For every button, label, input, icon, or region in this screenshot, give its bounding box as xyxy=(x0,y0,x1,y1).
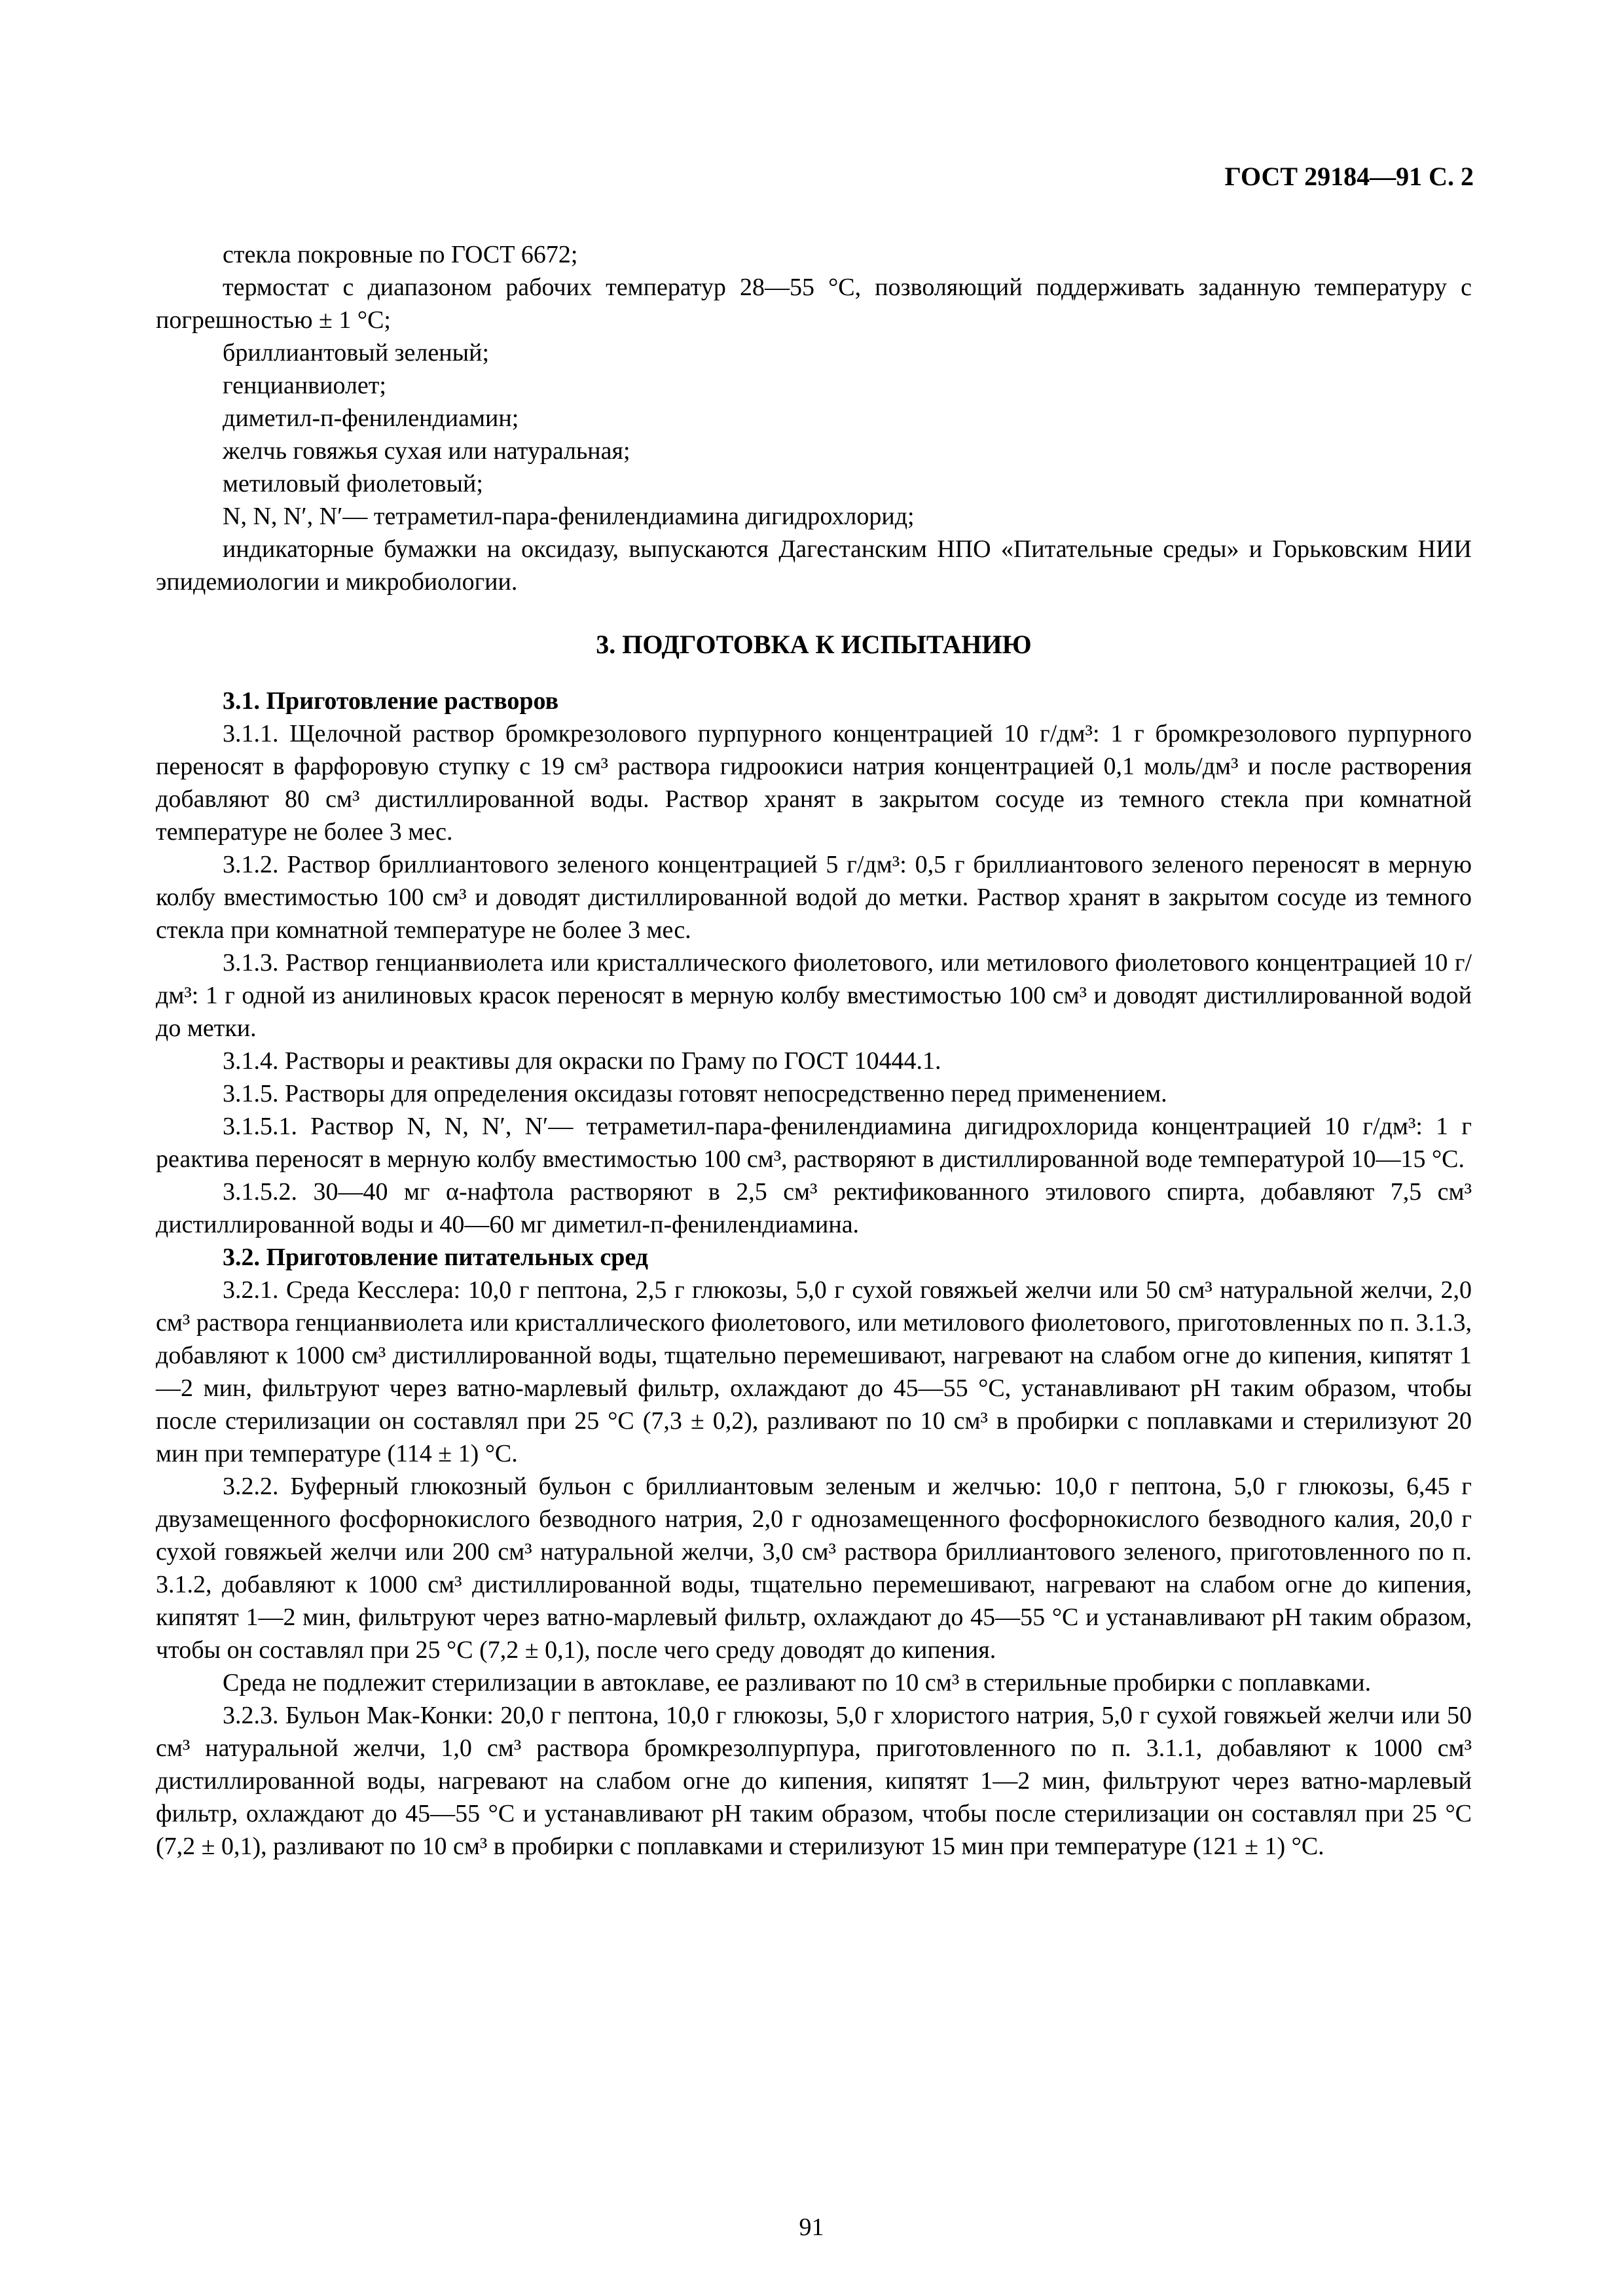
paragraph-3-1-1: 3.1.1. Щелочной раствор бромкрезолового пурпурного концентрацией 10 г/дм³: 1 г бромкрезолового пурпурного переносят в фарфоровую ступку с 19 см³ раствора гидроокиси натрия концентрацией 0,1 моль/дм³ и после растворения добавляют 80 см³ дистиллированной воды. Раствор хранят в закрытом сосуде из темного стекла при комнатной температуре не более 3 мес. xyxy=(156,720,1472,846)
list-item: термостат с диапазоном рабочих температур 28—55 °С, позволяющий поддерживать заданную температуру с погрешностью ± 1 °С; xyxy=(156,274,1472,334)
list-item: генцианвиолет; xyxy=(223,372,386,399)
page-number: 91 xyxy=(799,2214,824,2241)
list-item: стекла покровные по ГОСТ 6672; xyxy=(223,241,578,268)
paragraph-3-2-3: 3.2.3. Бульон Мак-Конки: 20,0 г пептона, 10,0 г глюкозы, 5,0 г хлористого натрия, 5,0 г сухой говяжьей желчи или 50 см³ натуральной желчи, 1,0 см³ раствора бромкрезолпурпура, приготовленного по п. 3.1.1, добавляют к 1000 см³ дистиллированной воды, нагревают на слабом огне до кипения, кипятят 1—2 мин, фильтруют через ватно-марлевый фильтр, охлаждают до 45—55 °С и устанавливают pH таким образом, чтобы после стерилизации он составлял при 25 °С (7,2 ± 0,1), разливают по 10 см³ в пробирки с поплавками и стерилизуют 15 мин при температуре (121 ± 1) °С. xyxy=(156,1702,1472,1860)
list-item: N, N, N′, N′— тетраметил-пара-фенилендиамина дигидрохлорид; xyxy=(223,503,915,530)
paragraph-3-2-1: 3.2.1. Среда Кесслера: 10,0 г пептона, 2,5 г глюкозы, 5,0 г сухой говяжьей желчи или 50 см³ натуральной желчи, 2,0 см³ раствора генцианвиолета или кристаллического фиолетового, или метилового фиолетового, приготовленных по п. 3.1.3, добавляют к 1000 см³ дистиллированной воды, тщательно перемешивают, нагревают на слабом огне до кипения, кипятят 1—2 мин, фильтруют через ватно-марлевый фильтр, охлаждают до 45—55 °С, устанавливают pH таким образом, чтобы после стерилизации он составлял при 25 °С (7,3 ± 0,2), разливают по 10 см³ в пробирки с поплавками и стерилизуют 20 мин при температуре (114 ± 1) °С. xyxy=(156,1276,1472,1467)
subsection-title: 3.2. Приготовление питательных сред xyxy=(223,1244,649,1271)
paragraph-3-1-5-1: 3.1.5.1. Раствор N, N, N′, N′— тетраметил-пара-фенилендиамина дигидрохлорида концентрацией 10 г/дм³: 1 г реактива переносят в мерную колбу вместимостью 100 см³, растворяют в дистиллированной воде температурой 10—15 °С. xyxy=(156,1113,1472,1173)
subsection-title: 3.1. Приготовление растворов xyxy=(223,687,559,715)
paragraph-3-1-2: 3.1.2. Раствор бриллиантового зеленого концентрацией 5 г/дм³: 0,5 г бриллиантового зеленого переносят в мерную колбу вместимостью 100 см³ и доводят дистиллированной водой до метки. Раствор хранят в закрытом сосуде из темного стекла при комнатной температуре не более 3 мес. xyxy=(156,851,1472,944)
paragraph-3-1-3: 3.1.3. Раствор генцианвиолета или кристаллического фиолетового, или метилового фиолетового концентрацией 10 г/дм³: 1 г одной из анилиновых красок переносят в мерную колбу вместимостью 100 см³ и доводят дистиллированной водой до метки. xyxy=(156,949,1472,1042)
list-item: метиловый фиолетовый; xyxy=(223,470,483,497)
list-item: индикаторные бумажки на оксидазу, выпускаются Дагестанским НПО «Питательные среды» и Горьковским НИИ эпидемиологии и микробиологии. xyxy=(156,535,1472,596)
paragraph-3-1-4: 3.1.4. Растворы и реактивы для окраски по Граму по ГОСТ 10444.1. xyxy=(223,1047,941,1075)
paragraph-3-1-5-2: 3.1.5.2. 30—40 мг α-нафтола растворяют в 2,5 см³ ректификованного этилового спирта, добавляют 7,5 см³ дистиллированной воды и 40—60 мг диметил-п-фенилендиамина. xyxy=(156,1178,1472,1238)
page-content xyxy=(156,238,1472,1863)
list-item: бриллиантовый зеленый; xyxy=(223,339,490,367)
section-title: 3. ПОДГОТОВКА К ИСПЫТАНИЮ xyxy=(596,630,1032,659)
list-item: желчь говяжья сухая или натуральная; xyxy=(223,437,630,465)
paragraph-3-1-5: 3.1.5. Растворы для определения оксидазы готовят непосредственно перед применением. xyxy=(223,1080,1167,1107)
paragraph-3-2-2: 3.2.2. Буферный глюкозный бульон с бриллиантовым зеленым и желчью: 10,0 г пептона, 5,0 г глюкозы, 6,45 г двузамещенного фосфорнокислого безводного натрия, 2,0 г однозамещенного фосфорнокислого безводного калия, 20,0 г сухой говяжьей желчи или 200 см³ натуральной желчи, 3,0 см³ раствора бриллиантового зеленого, приготовленного по п. 3.1.2, добавляют к 1000 см³ дистиллированной воды, тщательно перемешивают, нагревают на слабом огне до кипения, кипятят 1—2 мин, фильтруют через ватно-марлевый фильтр, охлаждают до 45—55 °С и устанавливают pH таким образом, чтобы он составлял при 25 °С (7,2 ± 0,1), после чего среду доводят до кипения. xyxy=(156,1473,1472,1664)
page-header: ГОСТ 29184—91 С. 2 xyxy=(1224,162,1474,191)
paragraph-3-2-2-note: Среда не подлежит стерилизации в автоклаве, ее разливают по 10 см³ в стерильные пробирки с поплавками. xyxy=(223,1669,1372,1696)
list-item: диметил-п-фенилендиамин; xyxy=(223,404,519,432)
